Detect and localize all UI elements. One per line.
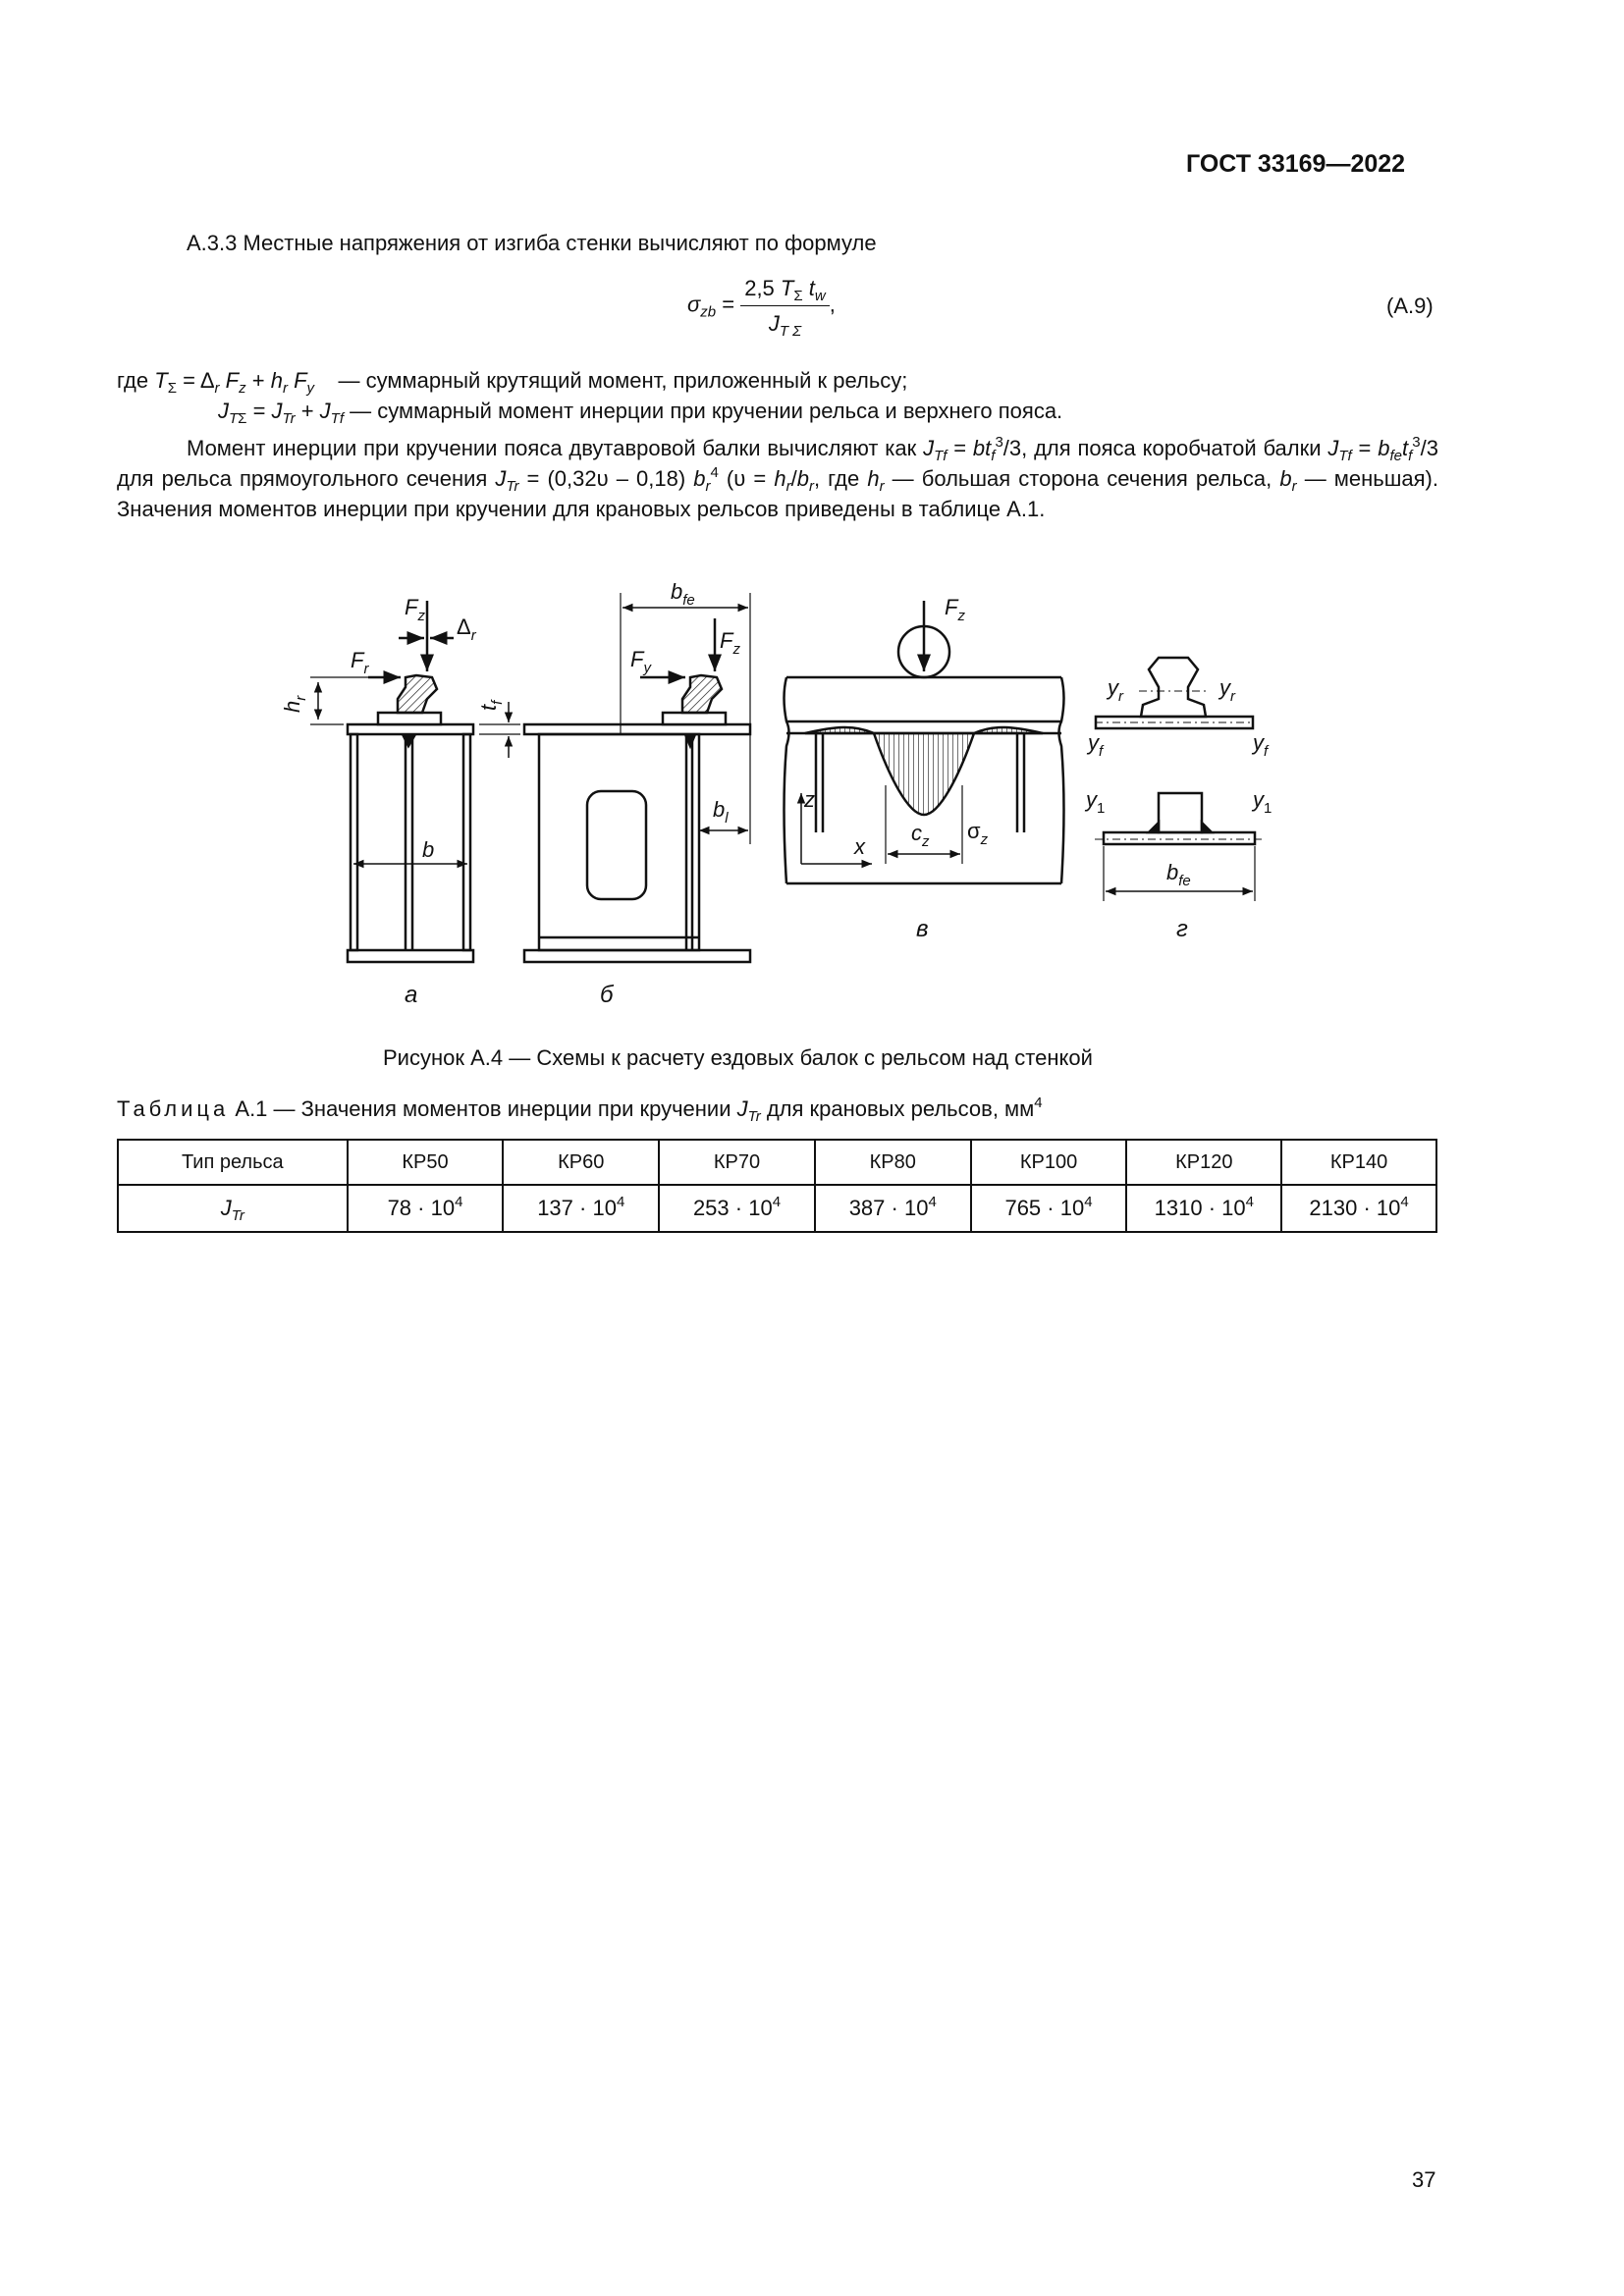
label-fr: $F_r$ xyxy=(351,648,369,677)
table-col-header: КР80 xyxy=(815,1140,971,1185)
label-yf-left: $y_f$ xyxy=(1088,730,1104,760)
page-number: 37 xyxy=(1412,2167,1436,2192)
table-col-header: КР50 xyxy=(348,1140,504,1185)
formula-fraction: $\frac{2,5 T_\Sigma t_w}{J_{T \Sigma}}$ xyxy=(740,273,830,339)
table-row-header: Тип рельса xyxy=(118,1140,348,1185)
table-cell: $1310 \cdot 10^4$ xyxy=(1126,1185,1281,1232)
panel-a-ibeam xyxy=(310,601,520,962)
label-x: x xyxy=(854,834,865,859)
panel-label-a: а xyxy=(405,982,418,1008)
formula-a9: $\sigma_{zb}$ = $\frac{2,5 T_\Sigma t_w}{J_{T \Sigma}}$ , xyxy=(687,273,836,339)
label-y1-right: $y_1$ xyxy=(1253,787,1272,817)
figure-a4 xyxy=(0,0,1624,1021)
table-cell: $765 \cdot 10^4$ xyxy=(971,1185,1127,1232)
label-bl: $b_l$ xyxy=(713,797,729,827)
table-col-header: КР120 xyxy=(1126,1140,1281,1185)
label-fy: $F_y$ xyxy=(630,647,651,676)
table-col-header: КР60 xyxy=(503,1140,659,1185)
label-yr-right: $y_r$ xyxy=(1219,675,1235,705)
label-cz: $c_z$ xyxy=(911,821,930,850)
formula-number: (А.9) xyxy=(1386,294,1434,318)
section-intro: А.3.3 Местные напряжения от изгиба стенки вычисляют по формуле xyxy=(187,231,877,255)
table-a1 xyxy=(117,1139,1437,1233)
panel-label-b: б xyxy=(600,982,614,1008)
label-bfe-g: $b_{fe}$ xyxy=(1166,860,1191,889)
document-standard-id: ГОСТ 33169—2022 xyxy=(1186,150,1406,178)
table-title: Таблица А.1 — Значения моментов инерции при кручении $J_{Tr}$ для крановых рельсов, $мм^4$ xyxy=(117,1095,1043,1125)
label-fz-v: $F_z$ xyxy=(945,595,965,624)
table-row xyxy=(118,1185,1436,1232)
formula-lhs: σ xyxy=(687,292,701,317)
table-header-row xyxy=(118,1140,1436,1185)
label-tf: $t_f$ xyxy=(476,700,506,711)
label-bfe-b: $b_{fe}$ xyxy=(671,579,695,609)
label-z: z xyxy=(804,787,815,812)
label-fz-b: $F_z$ xyxy=(720,628,740,658)
label-yf-right: $y_f$ xyxy=(1253,730,1269,760)
label-sigma-z: $\sigma_z$ xyxy=(967,819,989,848)
table-cell: $2130 \cdot 10^4$ xyxy=(1281,1185,1436,1232)
table-col-header: КР100 xyxy=(971,1140,1127,1185)
figure-caption: Рисунок А.4 — Схемы к расчету ездовых балок с рельсом над стенкой xyxy=(383,1045,1093,1070)
label-y1-left: $y_1$ xyxy=(1086,787,1106,817)
label-fz-a: $F_z$ xyxy=(405,595,425,624)
label-b: b xyxy=(422,837,435,862)
label-yr-left: $y_r$ xyxy=(1108,675,1123,705)
label-delta-r: $\Delta_r$ xyxy=(457,614,476,644)
table-cell: $78 \cdot 10^4$ xyxy=(348,1185,504,1232)
table-cell: $137 \cdot 10^4$ xyxy=(503,1185,659,1232)
label-hr: $h_r$ xyxy=(280,695,309,713)
panel-label-g: г xyxy=(1176,916,1188,942)
where-line-1: где $T_\Sigma = \Delta_r$ $F_z + h_r$ $F_y$ — суммарный крутящий момент, приложенный к рельсу; xyxy=(117,368,908,397)
table-cell: $387 \cdot 10^4$ xyxy=(815,1185,971,1232)
where-line-2: $J_{T\Sigma} = J_{Tr} + J_{Tf}$ — суммарный момент инерции при кручении рельса и верхнего пояса. xyxy=(218,399,1063,427)
torsion-paragraph: Момент инерции при кручении пояса двутавровой балки вычисляют как $J_{Tf} = bt_f^3/3$, для пояса коробчатой балки $J_{Tf} = b_{fe}t_f^3/3$ для рельса прямоугольного сечения $J_{Tr} = (0,32\upsilon - 0,18)$ $b_r^4$ ($\upsilon = h_r/b_r$, где $h_r$ — большая сторона сечения рельса, $b_r$ — меньшая). Значения моментов инерции при кручении для крановых рельсов приведены в таблице А.1. xyxy=(117,434,1438,521)
table-col-header: КР70 xyxy=(659,1140,815,1185)
table-cell: $253 \cdot 10^4$ xyxy=(659,1185,815,1232)
table-value-label: $J_{Tr}$ xyxy=(118,1185,348,1232)
panel-label-v: в xyxy=(916,916,929,942)
table-col-header: КР140 xyxy=(1281,1140,1436,1185)
